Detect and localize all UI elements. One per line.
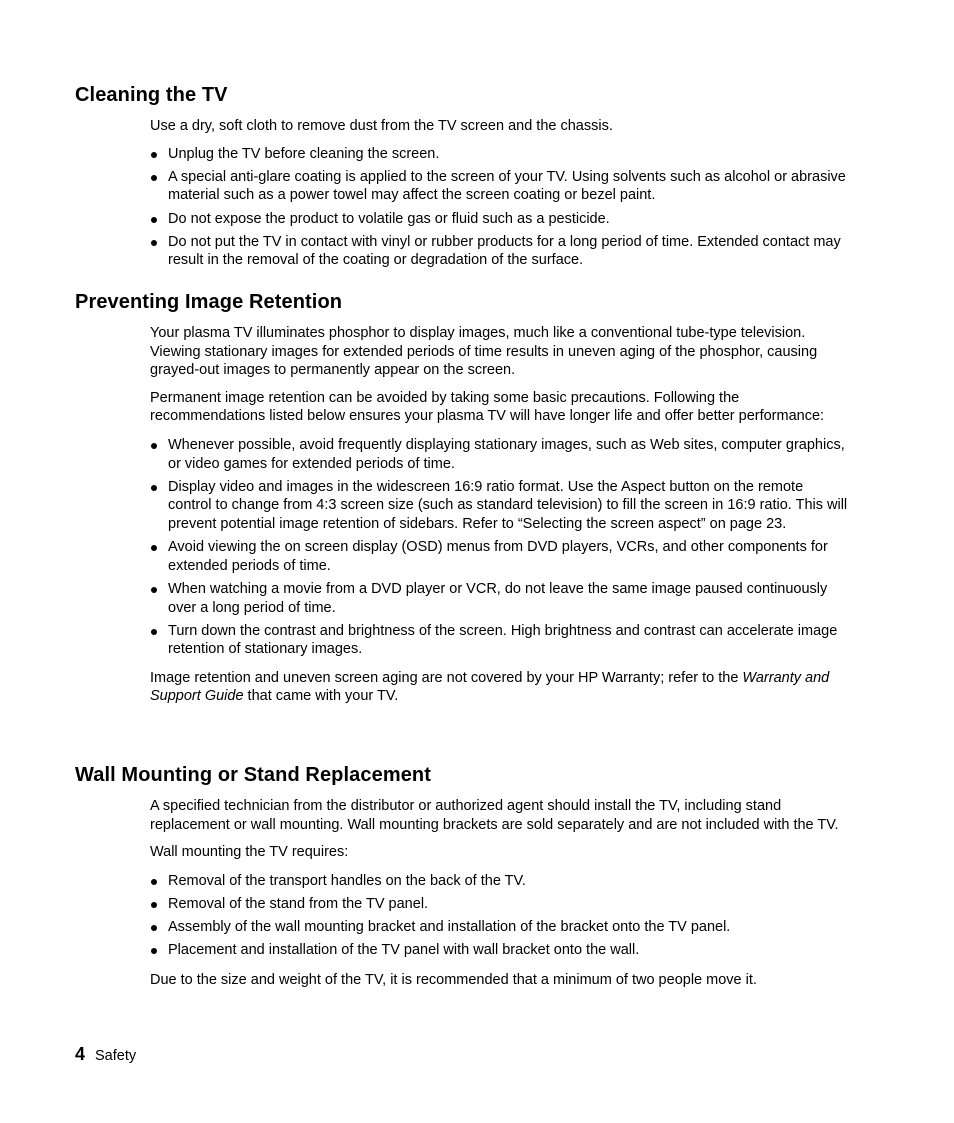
- wall-paragraph-1: A specified technician from the distributor or authorized agent should install the TV, including stand replacement or wall mounting. Wall mounting brackets are sold separately and are not included with the TV.: [150, 798, 839, 833]
- bullet-icon: [151, 217, 157, 223]
- wall-bullet-list: [150, 872, 850, 960]
- heading-preventing-image-retention: Preventing Image Retention: [75, 291, 343, 313]
- retention-paragraph-2: Permanent image retention can be avoided by taking some basic precautions. Following the recommendations listed below ensures your plasma TV will have longer life and offer better performance:: [150, 389, 825, 425]
- bullet-icon: [151, 879, 157, 885]
- page-footer: [75, 1044, 136, 1066]
- bullet-icon: [151, 587, 157, 593]
- retention-section-body: [150, 324, 850, 706]
- wall-paragraph-2: Wall mounting the TV requires:: [150, 844, 349, 861]
- list-item: When watching a movie from a DVD player or VCR, do not leave the same image paused continuously over a long period of time.: [150, 580, 850, 617]
- cleaning-intro: Use a dry, soft cloth to remove dust from the TV screen and the chassis.: [150, 118, 613, 134]
- list-item: Removal of the transport handles on the back of the TV.: [150, 872, 850, 891]
- bullet-icon: [151, 925, 157, 931]
- bullet-icon: [151, 240, 157, 246]
- list-item: Do not put the TV in contact with vinyl or rubber products for a long period of time. Extended contact may result in the removal of the coating or degradation of the surface.: [150, 233, 850, 270]
- wall-closing: Due to the size and weight of the TV, it is recommended that a minimum of two people move it.: [150, 971, 757, 988]
- warranty-guide-title: Warranty and Support Guide: [150, 669, 830, 705]
- page-number: 4: [75, 1044, 86, 1064]
- heading-wall-mounting: Wall Mounting or Stand Replacement: [75, 764, 432, 786]
- list-item: Whenever possible, avoid frequently displaying stationary images, such as Web sites, computer graphics, or video games for extended periods of time.: [150, 436, 850, 473]
- list-item: Avoid viewing the on screen display (OSD) menus from DVD players, VCRs, and other components for extended periods of time.: [150, 538, 850, 575]
- bullet-icon: [151, 443, 157, 449]
- heading-cleaning-the-tv: Cleaning the TV: [75, 84, 228, 106]
- cleaning-bullet-list: [150, 145, 850, 270]
- wall-section-body: [150, 797, 850, 990]
- list-item: A special anti-glare coating is applied to the screen of your TV. Using solvents such as alcohol or abrasive material such as a power towel may affect the screen coating or bezel paint.: [150, 168, 850, 205]
- bullet-icon: [151, 545, 157, 551]
- bullet-icon: [151, 175, 157, 181]
- list-item: Display video and images in the widescreen 16:9 ratio format. Use the Aspect button on the remote control to change from 4:3 screen size (such as standard television) to fill the screen in 16:9 ratio. This will prevent potential image retention of sidebars. Refer to “Selecting the screen aspect” on page 23.: [150, 478, 850, 534]
- bullet-icon: [151, 948, 157, 954]
- retention-closing: Image retention and uneven screen aging are not covered by your HP Warranty; refer to the Warranty and Support Guide that came with your TV.: [150, 669, 830, 705]
- bullet-icon: [151, 485, 157, 491]
- list-item: Removal of the stand from the TV panel.: [150, 895, 850, 914]
- list-item: Placement and installation of the TV panel with wall bracket onto the wall.: [150, 941, 850, 960]
- retention-paragraph-1: Your plasma TV illuminates phosphor to display images, much like a conventional tube-type television. Viewing stationary images for extended periods of time results in uneven aging of the phosphor, causing grayed-out images to permanently appear on the screen.: [150, 325, 818, 379]
- cleaning-section-body: [150, 117, 850, 270]
- bullet-icon: [151, 902, 157, 908]
- bullet-icon: [151, 152, 157, 158]
- retention-bullet-list: [150, 436, 850, 659]
- footer-section-name: Safety: [95, 1048, 137, 1064]
- list-item: Turn down the contrast and brightness of the screen. High brightness and contrast can accelerate image retention of stationary images.: [150, 622, 850, 659]
- list-item: Do not expose the product to volatile gas or fluid such as a pesticide.: [150, 210, 850, 229]
- list-item: Assembly of the wall mounting bracket and installation of the bracket onto the TV panel.: [150, 918, 850, 937]
- bullet-icon: [151, 629, 157, 635]
- list-item: Unplug the TV before cleaning the screen.: [150, 145, 850, 164]
